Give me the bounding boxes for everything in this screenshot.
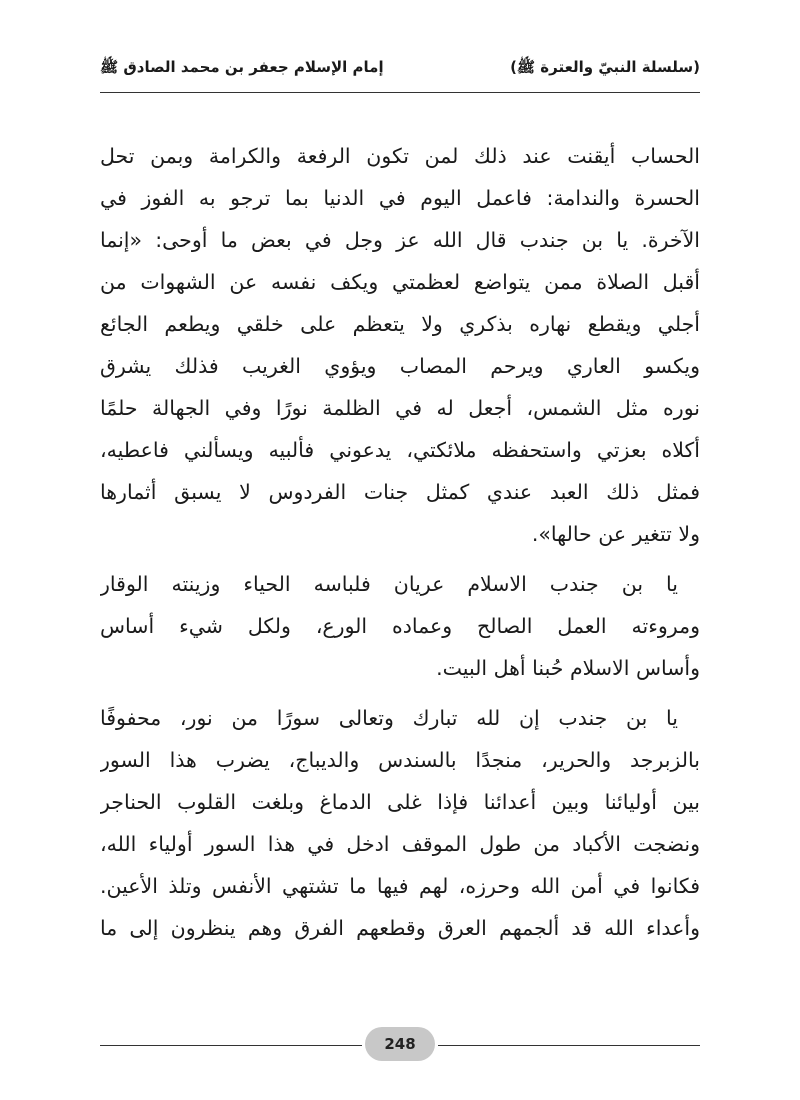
text-line: نوره مثل الشمس، أجعل له في الظلمة نورًا وفي الجهالة حلمًا xyxy=(100,396,700,420)
text-line: وأساس الاسلام حُبنا أهل البيت. xyxy=(436,656,700,680)
text-line: ويكسو العاري ويرحم المصاب ويؤوي الغريب فذلك يشرق xyxy=(100,354,700,378)
book-title: إمام الإسلام جعفر بن محمد الصادق ﷺ xyxy=(100,58,384,76)
header-divider xyxy=(100,92,700,93)
page-body xyxy=(100,135,700,957)
series-title: (سلسلة النبيّ والعترة ﷺ) xyxy=(510,58,700,76)
text-line: بين أوليائنا وبين أعدائنا فإذا غلى الدماغ وبلغت القلوب الحناجر xyxy=(100,790,700,814)
text-line: أكلاه بعزتي واستحفظه ملائكتي، يدعوني فألبيه ويسألني فاعطيه، xyxy=(100,438,700,462)
running-header xyxy=(100,52,700,92)
paragraph-3 xyxy=(100,697,700,949)
text-line: ونضجت الأكباد من طول الموقف ادخل في هذا السور أولياء الله، xyxy=(100,832,700,856)
text-line: ومروءته العمل الصالح وعماده الورع، ولكل شيء أساس xyxy=(100,614,700,638)
page-number: 248 xyxy=(365,1027,435,1061)
footer-divider-right xyxy=(438,1045,700,1046)
text-line: بالزبرجد والحرير، منجدًا بالسندس والديباج، يضرب هذا السور xyxy=(100,748,700,772)
paragraph-2 xyxy=(100,563,700,689)
text-line: ولا تتغير عن حالها». xyxy=(531,522,700,546)
text-line: أجلي ويقطع نهاره بذكري ولا يتعظم على خلقي ويطعم الجائع xyxy=(100,312,700,336)
text-line: يا بن جندب إن لله تبارك وتعالى سورًا من نور، محفوفًا xyxy=(100,706,678,730)
text-line: أقبل الصلاة ممن يتواضع لعظمتي ويكف نفسه عن الشهوات من xyxy=(100,270,700,294)
text-line: وأعداء الله قد ألجمهم العرق وقطعهم الفرق وهم ينظرون إلى ما xyxy=(100,916,700,940)
text-line: فكانوا في أمن الله وحرزه، لهم فيها ما تشتهي الأنفس وتلذ الأعين. xyxy=(100,874,700,898)
text-line: الحسرة والندامة: فاعمل اليوم في الدنيا بما ترجو به الفوز في xyxy=(100,186,700,210)
text-line: فمثل ذلك العبد عندي كمثل جنات الفردوس لا يسبق أثمارها xyxy=(100,480,700,504)
footer-divider-left xyxy=(100,1045,362,1046)
text-line: الحساب أيقنت عند ذلك لمن تكون الرفعة والكرامة وبمن تحل xyxy=(100,144,700,168)
text-line: يا بن جندب الاسلام عريان فلباسه الحياء وزينته الوقار xyxy=(100,572,678,596)
text-line: الآخرة. يا بن جندب قال الله عز وجل في بعض ما أوحى: «إنما xyxy=(100,228,700,252)
paragraph-1 xyxy=(100,135,700,555)
